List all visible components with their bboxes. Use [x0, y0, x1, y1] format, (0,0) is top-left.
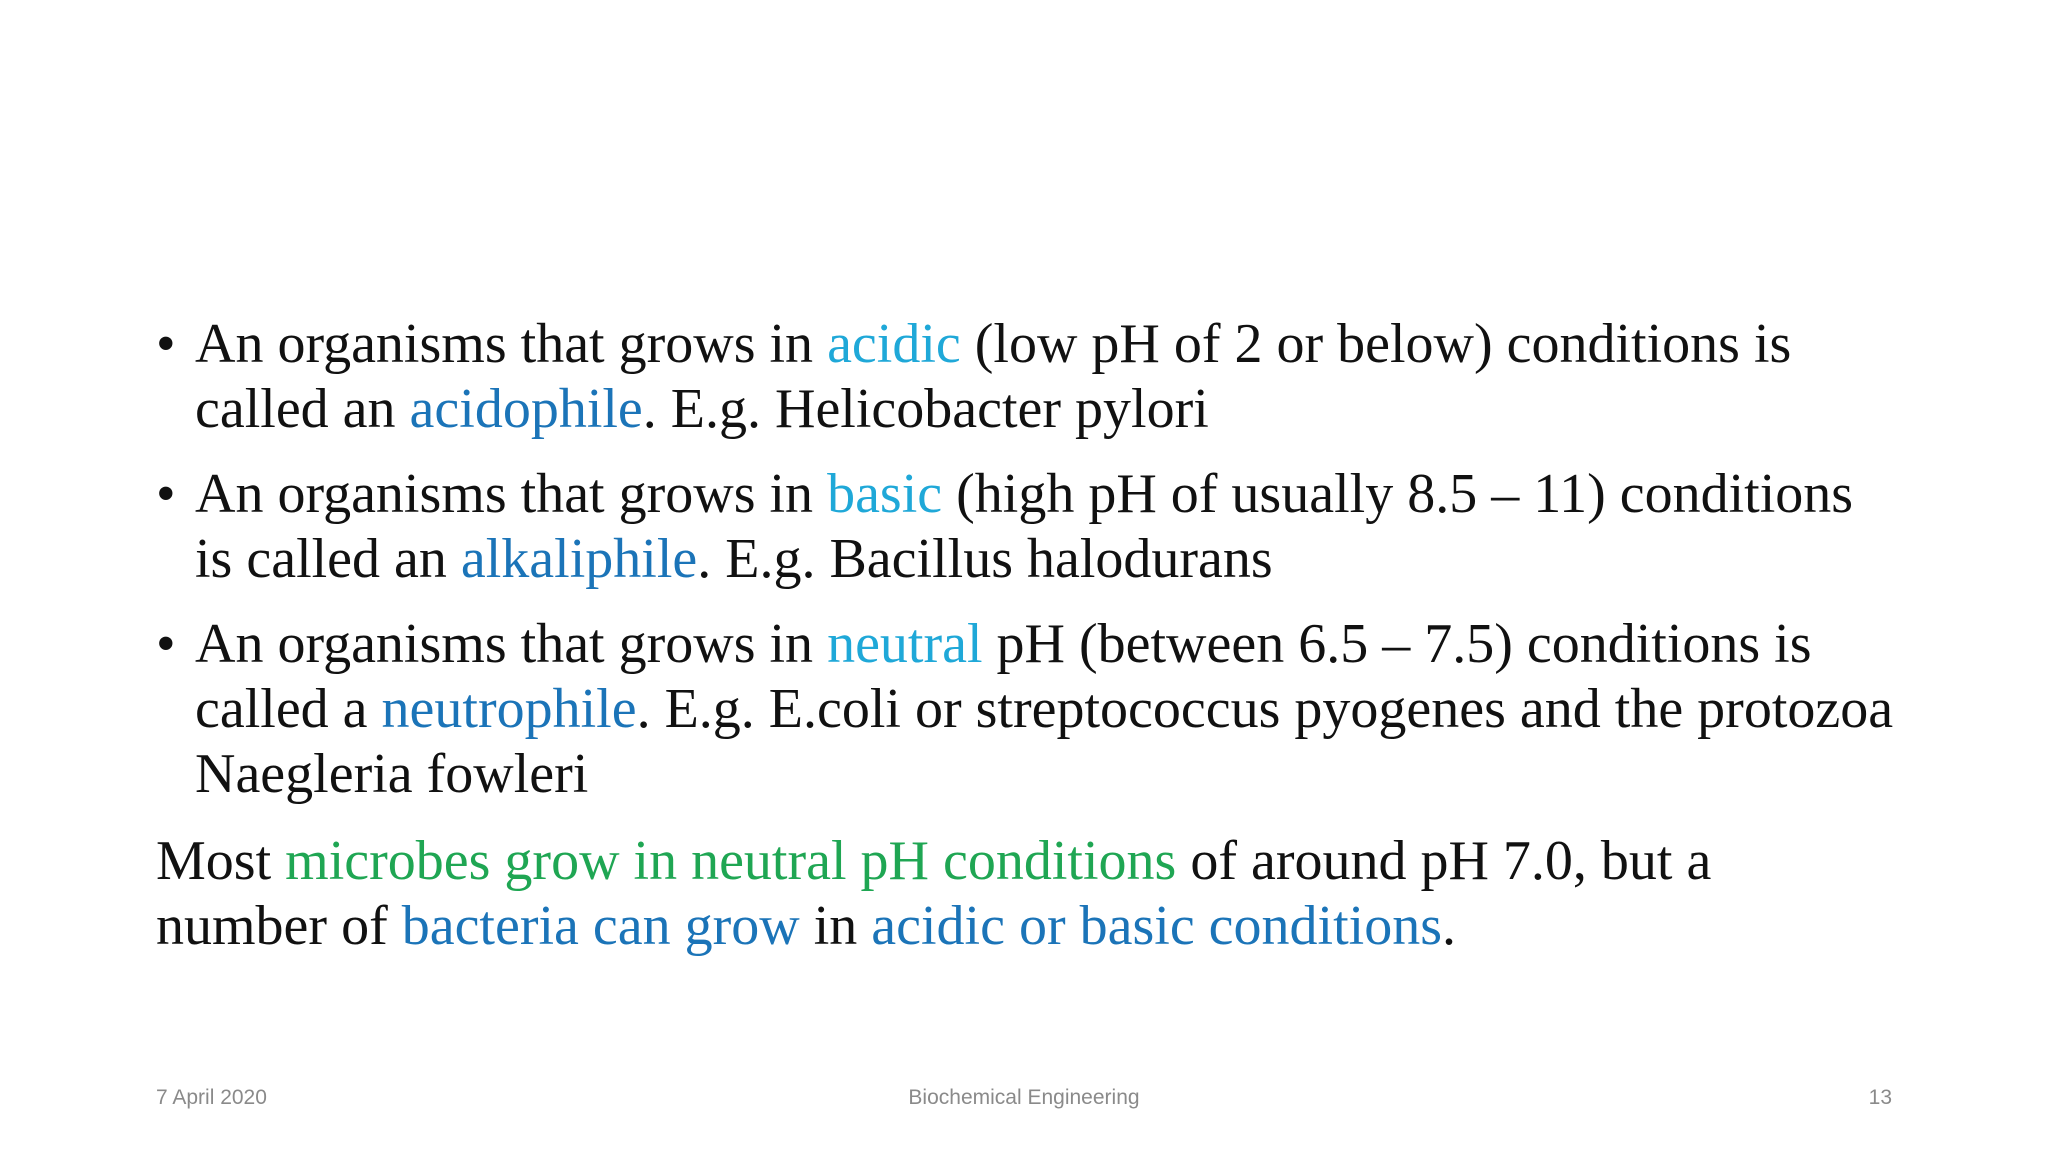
bullet-text: An organisms that grows in: [195, 313, 828, 375]
bullet-icon: •: [156, 463, 176, 525]
summary-paragraph: [156, 827, 1896, 959]
bullet-list: [156, 312, 1896, 807]
keyword-neutral: neutral: [827, 613, 983, 675]
slide-body: [156, 312, 1896, 959]
bullet-item-acidophile: [156, 312, 1896, 442]
summary-highlight-bacteria: bacteria can grow: [401, 895, 800, 957]
keyword-neutrophile: neutrophile: [381, 678, 637, 740]
bullet-icon: •: [156, 613, 176, 675]
keyword-acidophile: acidophile: [409, 378, 643, 440]
bullet-text: . E.g. E.coli or streptococcus pyogenes and the protozoa Naegleria fowleri: [195, 678, 1894, 805]
bullet-item-alkaliphile: [156, 462, 1896, 592]
bullet-text: . E.g. Bacillus halodurans: [697, 528, 1273, 590]
keyword-alkaliphile: alkaliphile: [460, 528, 698, 590]
summary-text: .: [1442, 895, 1456, 957]
summary-highlight-conditions: acidic or basic conditions: [871, 895, 1442, 957]
keyword-acidic: acidic: [827, 313, 961, 375]
summary-text: in: [799, 895, 872, 957]
bullet-icon: •: [156, 313, 176, 375]
keyword-basic: basic: [827, 463, 943, 525]
bullet-text: (low pH of 2 or below) conditions is called an: [195, 313, 1792, 440]
footer-page-number: 13: [1868, 1086, 1892, 1109]
bullet-text: . E.g. Helicobacter pylori: [642, 378, 1209, 440]
bullet-text: pH (between 6.5 – 7.5) conditions is called a: [195, 613, 1812, 740]
bullet-text: An organisms that grows in: [195, 463, 828, 525]
summary-highlight-microbes: microbes grow in neutral pH conditions: [285, 830, 1177, 892]
bullet-text: An organisms that grows in: [195, 613, 828, 675]
footer-title: Biochemical Engineering: [908, 1086, 1140, 1109]
summary-text: of around pH 7.0, but a number of: [156, 830, 1712, 957]
bullet-item-neutrophile: [156, 612, 1896, 807]
footer-date: 7 April 2020: [156, 1086, 267, 1109]
summary-text: Most: [156, 830, 286, 892]
bullet-text: (high pH of usually 8.5 – 11) conditions is called an: [195, 463, 1854, 590]
